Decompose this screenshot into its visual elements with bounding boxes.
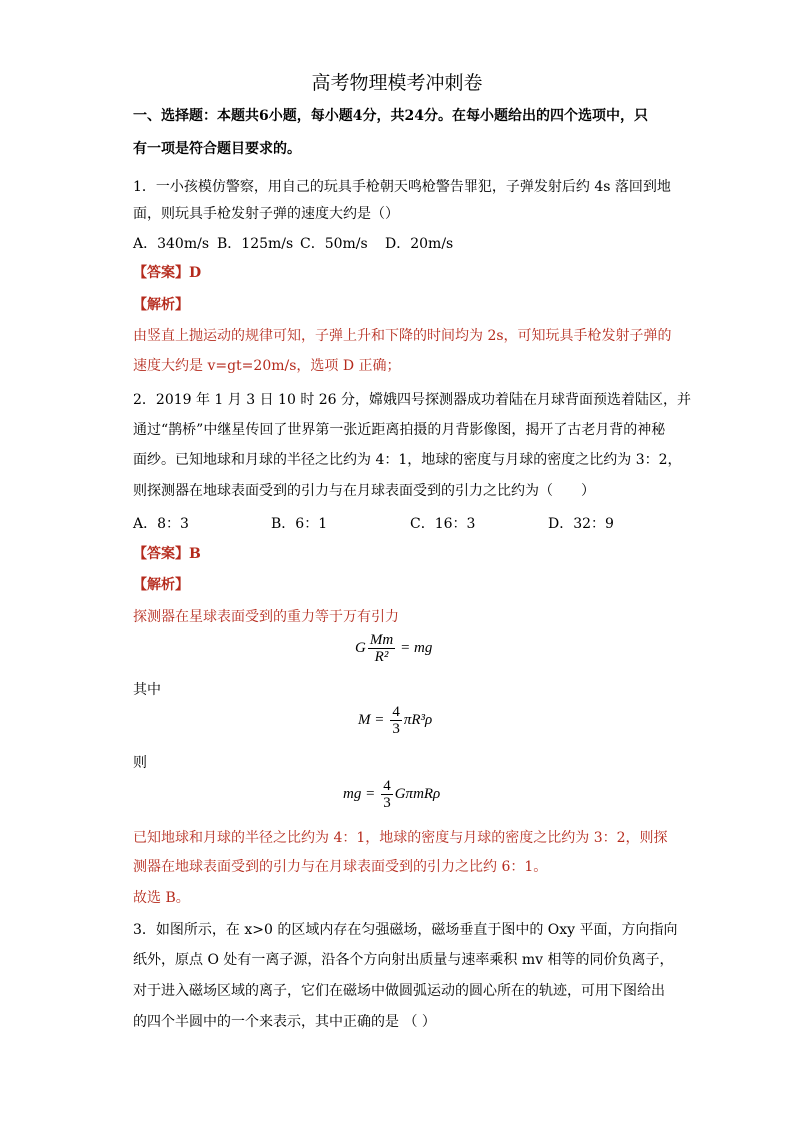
q2-analysis-label: 【解析】 bbox=[133, 577, 189, 593]
formula-mg bbox=[343, 778, 440, 811]
q3-stem-line2: 纸外，原点 O 处有一离子源，沿各个方向射出质量与速率乘积 mv 相等的同价负离子， bbox=[133, 952, 674, 968]
formula2-fraction bbox=[390, 704, 402, 737]
q3-stem-line4: 的四个半圆中的一个来表示，其中正确的是 （ ） bbox=[133, 1014, 436, 1030]
formula1-rhs: = mg bbox=[400, 640, 433, 656]
formula2-rhs: πR³ρ bbox=[403, 712, 433, 728]
q1-analysis-line2: 速度大约是 v=gt=20m/s，选项 D 正确； bbox=[133, 358, 401, 374]
q1-answer: 【答案】D bbox=[133, 265, 202, 281]
q2-conclusion: 故选 B。 bbox=[133, 890, 190, 906]
q3-stem-line1: 3．如图所示，在 x>0 的区域内存在匀强磁场，磁场垂直于图中的 Oxy 平面，方向指向 bbox=[133, 922, 678, 938]
q2-where-label: 其中 bbox=[133, 682, 161, 698]
q2-analysis-line2: 已知地球和月球的半径之比约为 4：1，地球的密度与月球的密度之比约为 3：2，则探 bbox=[133, 830, 668, 846]
section-heading-line1: 一、选择题：本题共6小题，每小题4分，共24分。在每小题给出的四个选项中，只 bbox=[133, 108, 648, 124]
formula-mass bbox=[358, 704, 432, 737]
formula1-numerator: Mm bbox=[369, 632, 394, 648]
q2-stem-line4: 则探测器在地球表面受到的引力与在月球表面受到的引力之比约为（ ） bbox=[133, 483, 595, 499]
q2-answer: 【答案】B bbox=[133, 546, 201, 562]
q2-stem-line3: 面纱。已知地球和月球的半径之比约为 4：1，地球的密度与月球的密度之比约为 3：2， bbox=[133, 452, 682, 468]
q2-option-d: D．32：9 bbox=[548, 516, 614, 532]
q3-stem-line3: 对于进入磁场区域的离子，它们在磁场中做圆弧运动的圆心所在的轨迹，可用下图给出 bbox=[133, 983, 665, 999]
formula1-denominator: R² bbox=[374, 649, 389, 665]
formula3-numerator: 4 bbox=[383, 778, 391, 794]
formula3-lhs: mg = bbox=[343, 786, 376, 802]
q2-analysis-line3: 测器在地球表面受到的引力与在月球表面受到的引力之比约 6：1。 bbox=[133, 859, 548, 875]
page-title: 高考物理模考冲刺卷 bbox=[311, 72, 483, 94]
q2-then-label: 则 bbox=[133, 755, 147, 771]
q1-analysis-line1: 由竖直上抛运动的规律可知，子弹上升和下降的时间均为 2s，可知玩具手枪发射子弹的 bbox=[133, 328, 672, 344]
q2-option-c: C．16：3 bbox=[410, 516, 476, 532]
formula2-numerator: 4 bbox=[392, 704, 400, 720]
q2-option-a: A．8：3 bbox=[133, 516, 189, 532]
q1-stem-line1: 1．一小孩模仿警察，用自己的玩具手枪朝天鸣枪警告罪犯，子弹发射后约 4s 落回到地 bbox=[133, 179, 671, 195]
q1-stem-line2: 面，则玩具手枪发射子弹的速度大约是（） bbox=[133, 206, 399, 222]
formula2-denominator: 3 bbox=[392, 721, 400, 737]
q1-option-c: C．50m/s bbox=[300, 236, 368, 252]
q1-option-d: D．20m/s bbox=[385, 236, 454, 252]
q2-option-b: B．6：1 bbox=[271, 516, 328, 532]
section-heading-line2: 有一项是符合题目要求的。 bbox=[133, 141, 301, 157]
q1-option-b: B．125m/s bbox=[217, 236, 294, 252]
formula3-denominator: 3 bbox=[383, 795, 391, 811]
formula1-g: G bbox=[355, 640, 366, 656]
q1-option-a: A．340m/s bbox=[133, 236, 210, 252]
formula1-fraction bbox=[368, 632, 395, 665]
q2-stem-line1: 2．2019 年 1 月 3 日 10 时 26 分，嫦娥四号探测器成功着陆在月球背面预选着陆区，并 bbox=[133, 392, 692, 408]
formula3-rhs: GπmRρ bbox=[394, 786, 441, 802]
q2-stem-line2: 通过“鹊桥”中继星传回了世界第一张近距离拍摄的月背影像图，揭开了古老月背的神秘 bbox=[133, 422, 666, 438]
formula3-fraction bbox=[381, 778, 393, 811]
q1-analysis-label: 【解析】 bbox=[133, 297, 189, 313]
q2-analysis-line1: 探测器在星球表面受到的重力等于万有引力 bbox=[133, 609, 399, 625]
formula2-lhs: M = bbox=[358, 712, 385, 728]
formula-gravity bbox=[355, 632, 432, 665]
